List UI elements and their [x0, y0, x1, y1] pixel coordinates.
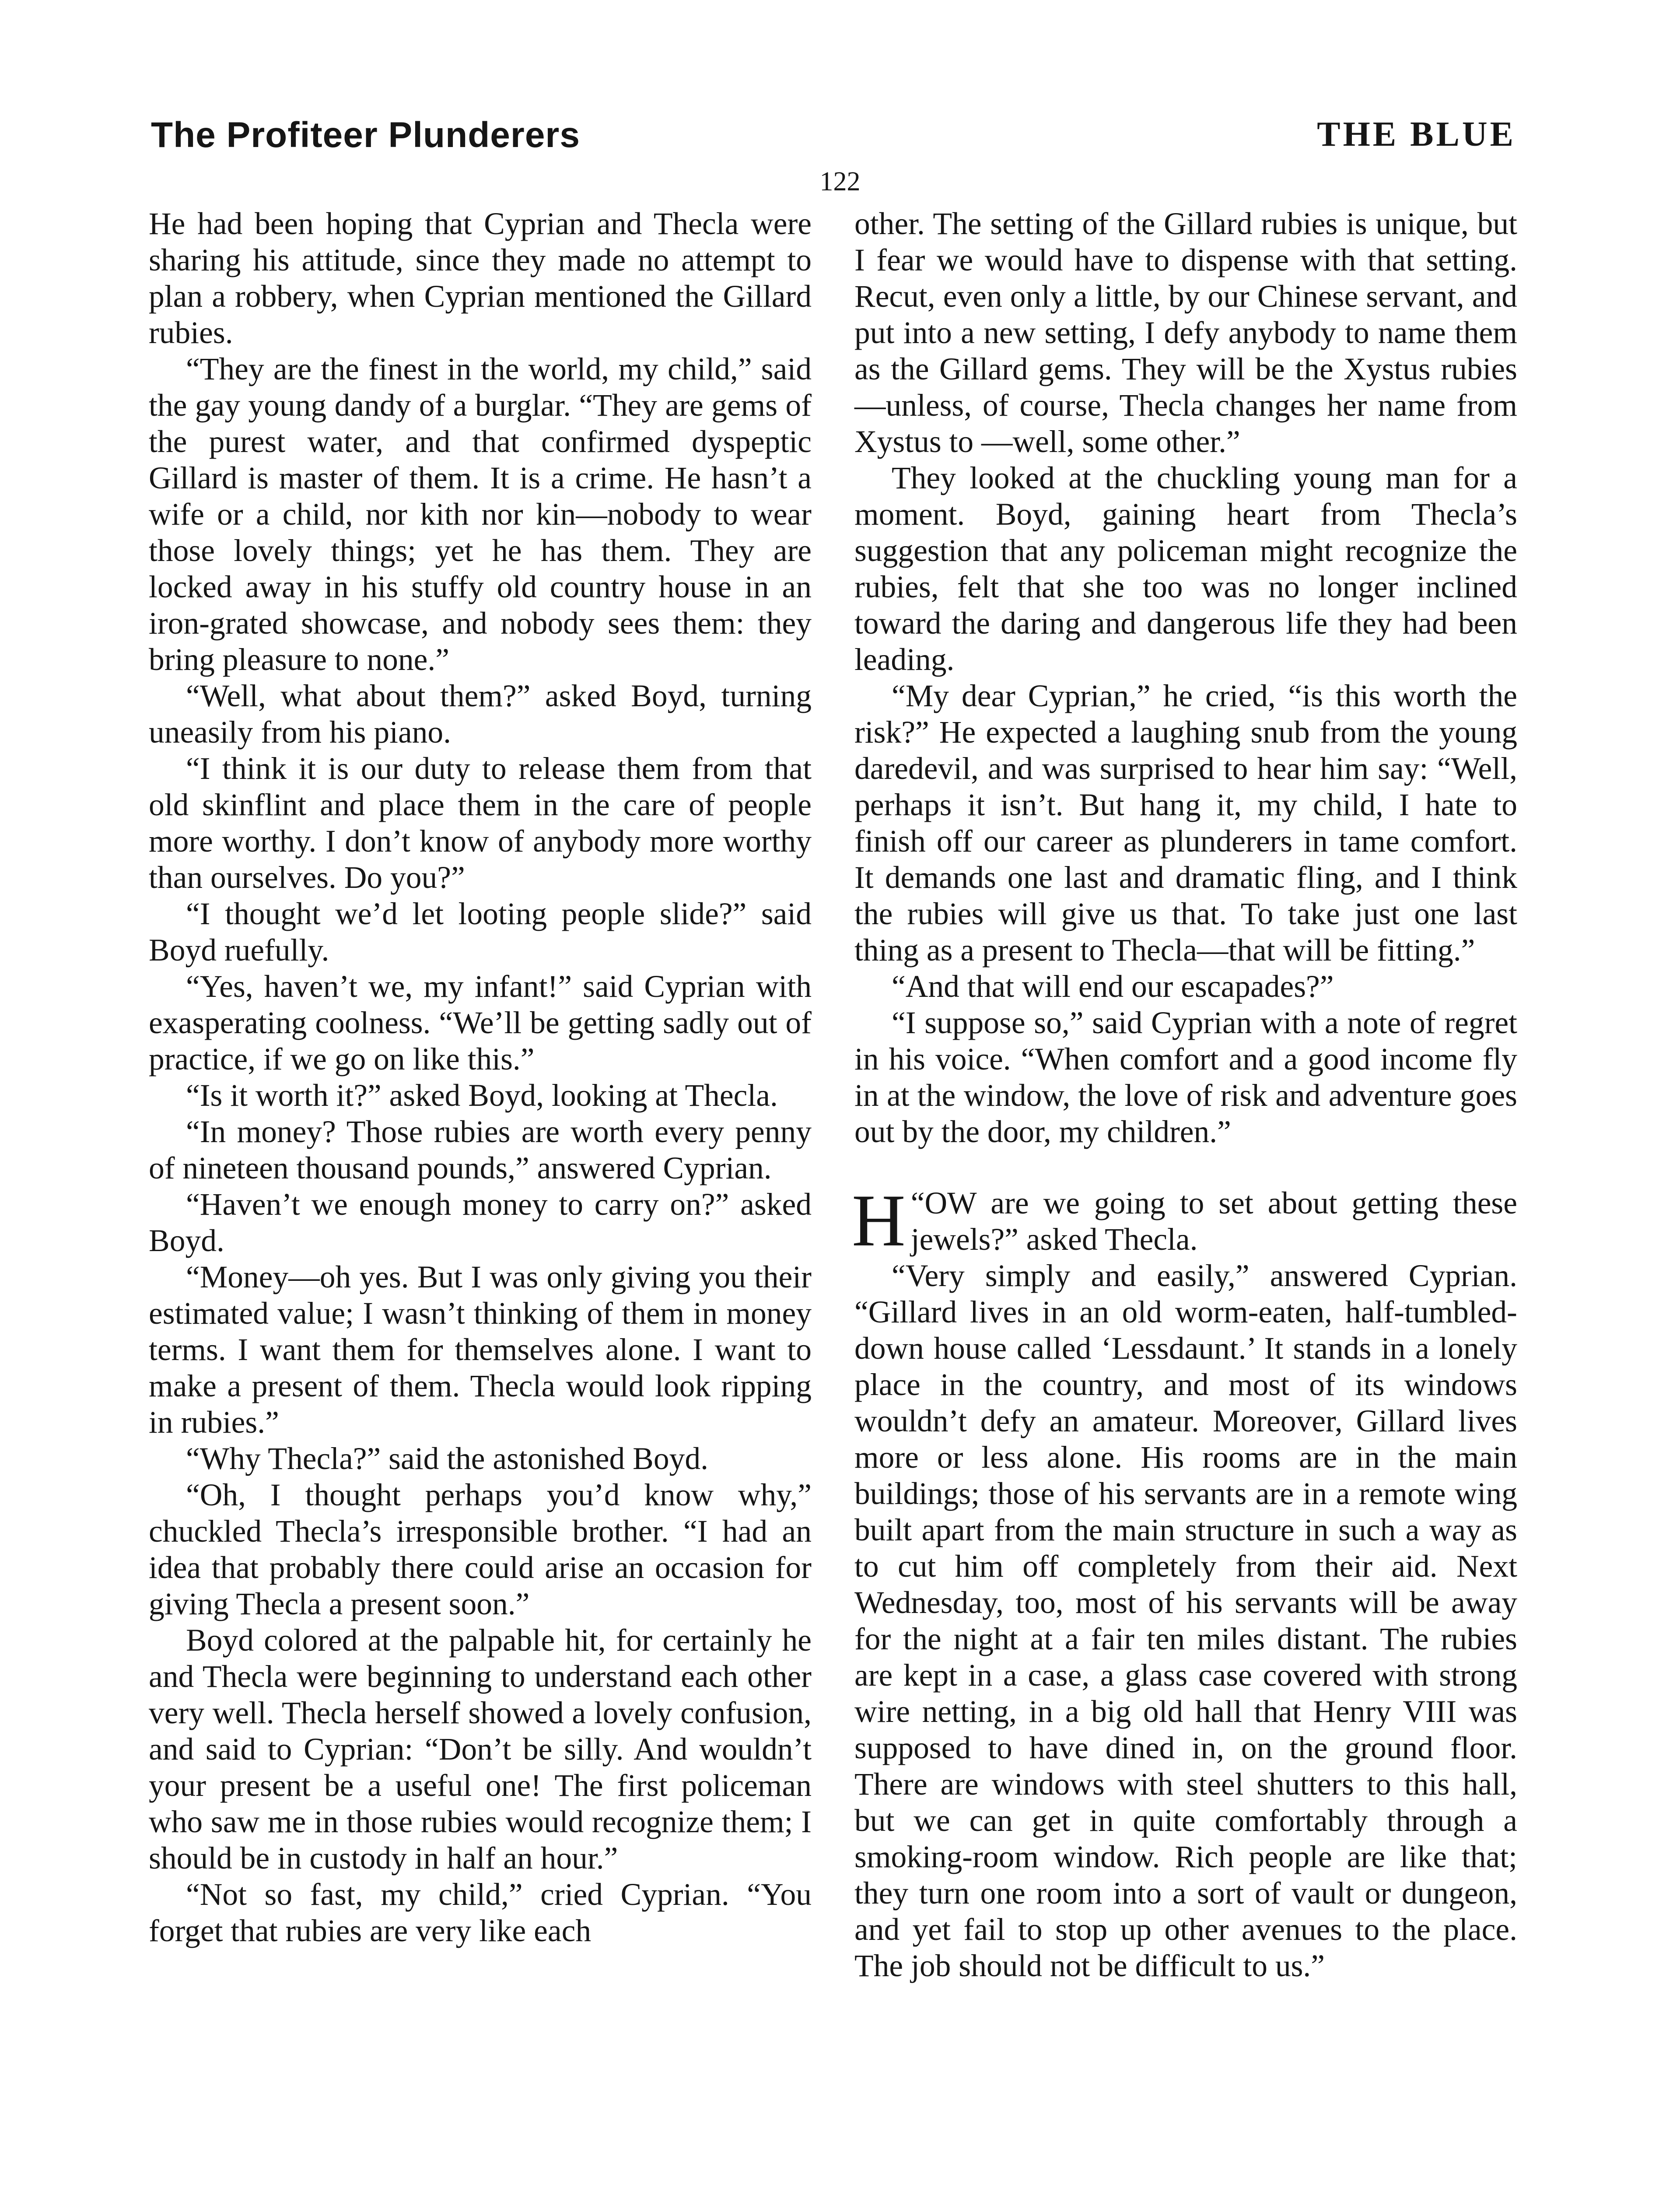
drop-cap-letter: H — [852, 1179, 906, 1262]
paragraph: “I suppose so,” said Cyprian with a note of regret in his voice. “When comfort and a good income fly in at the window, the love of risk and adventure goes out by the door, my children.” — [854, 1006, 1517, 1149]
paragraph: “And that will end our escapades?” — [892, 969, 1334, 1004]
paragraph: “Not so fast, my child,” cried Cyprian. “You forget that rubies are very like each — [149, 1877, 812, 1948]
section-opening-paragraph — [852, 1179, 1517, 1262]
paragraph: Boyd colored at the palpable hit, for certainly he and Thecla were beginning to understand each other very well. Thecla herself showed a lovely confusion, and said to Cyprian: “Don’t be silly. And wouldn’t your present be a useful one! The first policeman who saw me in those rubies would recognize them; I should be in custody in half an hour.” — [149, 1623, 812, 1876]
section-opening-text: OW are we going to set about getting these jewels?” asked Thecla. — [910, 1186, 1517, 1257]
opening-quote-mark: “ — [910, 1186, 925, 1220]
paragraph: “In money? Those rubies are worth every penny of nineteen thousand pounds,” answered Cyprian. — [149, 1115, 812, 1185]
left-column — [149, 206, 812, 1949]
page-number: 122 — [819, 167, 861, 196]
paragraph: “Haven’t we enough money to carry on?” asked Boyd. — [149, 1187, 812, 1258]
paragraph: “Yes, haven’t we, my infant!” said Cyprian with exasperating coolness. “We’ll be getting sadly out of practice, if we go on like this.” — [149, 969, 812, 1076]
paragraph: “Very simply and easily,” answered Cyprian. “Gillard lives in an old worm-eaten, half-tumbled-down house called ‘Lessdaunt.’ It stands in a lonely place in the country, and most of its windows wouldn’t defy an amateur. Moreover, Gillard lives more or less alone. His rooms are in the main buildings; those of his servants are in a remote wing built apart from the main structure in such a way as to cut him off completely from their aid. Next Wednesday, too, most of his servants will be away for the night at a fair ten miles distant. The rubies are kept in a case, a glass case covered with strong wire netting, in a big old hall that Henry VIII was supposed to have dined in, on the ground floor. There are windows with steel shutters to this hall, but we can get in quite comfortably through a smoking-room window. Rich people are like that; they turn one room into a sort of vault or dungeon, and yet fail to stop up other avenues to the place. The job should not be difficult to us.” — [854, 1259, 1517, 1983]
paragraph: They looked at the chuckling young man for a moment. Boyd, gaining heart from Thecla’s suggestion that any policeman might recognize the rubies, felt that she too was no longer inclined toward the daring and dangerous life they had been leading. — [854, 461, 1517, 677]
paragraph: other. The setting of the Gillard rubies is unique, but I fear we would have to dispense with that setting. Recut, even only a little, by our Chinese servant, and put into a new setting, I defy anybody to name them as the Gillard gems. They will be the Xystus rubies—unless, of course, Thecla changes her name from Xystus to —well, some other.” — [854, 207, 1517, 459]
paragraph: “Oh, I thought perhaps you’d know why,” chuckled Thecla’s irresponsible brother. “I had an idea that probably there could arise an occasion for giving Thecla a present soon.” — [149, 1478, 812, 1621]
right-column — [854, 206, 1517, 1984]
magazine-section-title: THE BLUE — [1317, 115, 1516, 154]
paragraph: “They are the finest in the world, my child,” said the gay young dandy of a burglar. “They are gems of the purest water, and that confirmed dyspeptic Gillard is master of them. It is a crime. He hasn’t a wife or a child, nor kith nor kin—nobody to wear those lovely things; yet he has them. They are locked away in his stuffy old country house in an iron-grated showcase, and nobody sees them: they bring pleasure to none.” — [149, 352, 812, 677]
paragraph: “Money—oh yes. But I was only giving you their estimated value; I wasn’t thinking of them in money terms. I want them for themselves alone. I want to make a present of them. Thecla would look ripping in rubies.” — [149, 1260, 812, 1440]
paragraph: “Why Thecla?” said the astonished Boyd. — [186, 1441, 708, 1476]
paragraph: “Is it worth it?” asked Boyd, looking at Thecla. — [186, 1078, 778, 1113]
paragraph: “I thought we’d let looting people slide?” said Boyd ruefully. — [149, 897, 812, 968]
paragraph: He had been hoping that Cyprian and Thecla were sharing his attitude, since they made no attempt to plan a robbery, when Cyprian mentioned the Gillard rubies. — [149, 207, 812, 350]
paragraph: “Well, what about them?” asked Boyd, turning uneasily from his piano. — [149, 679, 812, 750]
paragraph: “I think it is our duty to release them from that old skinflint and place them in the care of people more worthy. I don’t know of anybody more worthy than ourselves. Do you?” — [149, 751, 812, 895]
story-title: The Profiteer Plunderers — [151, 115, 580, 155]
paragraph: “My dear Cyprian,” he cried, “is this worth the risk?” He expected a laughing snub from the young daredevil, and was surprised to hear him say: “Well, perhaps it isn’t. But hang it, my child, I hate to finish off our career as plunderers in tame comfort. It demands one last and dramatic fling, and I think the rubies will give us that. To take just one last thing as a present to Thecla—that will be fitting.” — [854, 679, 1517, 968]
